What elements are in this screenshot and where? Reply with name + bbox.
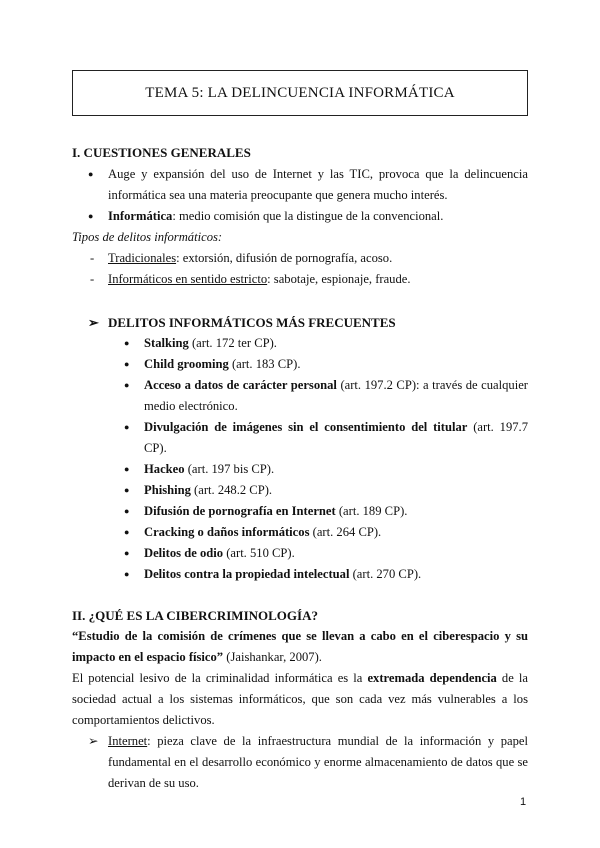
crimes-list [72,333,528,585]
crime-item [72,501,528,522]
quote-bold: “Estudio de la comisión de crímenes que se llevan a cabo en el ciberespacio y su impacto en el espacio físico” [72,629,528,664]
crime-article: (art. 270 CP). [349,567,422,581]
item-underline: Internet [108,734,148,748]
crime-article: (art. 264 CP). [309,525,382,539]
crime-article: (art. 183 CP). [228,357,301,371]
text: de la sociedad actual a los sistemas informáticos, que son cada vez más vulnerables a los comportamientos delictivos. [72,671,528,727]
crime-name: Difusión de pornografía en Internet [144,504,336,518]
paragraph [72,668,528,731]
crime-article: (art. 248.2 CP). [190,483,273,497]
quote-citation: (Jaishankar, 2007). [223,650,322,664]
crime-item [72,375,528,417]
crime-name: Delitos de odio [144,546,224,560]
crime-item [72,564,528,585]
item-text: : pieza clave de la infraestructura mundial de la información y papel fundamental en el desarrollo económico y enorme almacenamiento de datos que se derivan de su uso. [108,734,528,790]
item-underline: Informáticos en sentido estricto [108,272,268,286]
item-text: : medio comisión que la distingue de la convencional. [172,209,444,223]
item-text: : sabotaje, espionaje, fraude. [267,272,411,286]
crime-item [72,543,528,564]
subsection-heading-text: DELITOS INFORMÁTICOS MÁS FRECUENTES [108,315,396,330]
arrow-icon: ➢ [88,734,99,748]
crime-item [72,417,528,459]
section-heading-1: I. CUESTIONES GENERALES [72,145,251,160]
list-item [72,269,528,290]
crime-article: (art. 189 CP). [335,504,408,518]
crime-item [72,333,528,354]
crime-item [72,522,528,543]
crime-article: (art. 197.2 CP): a través de cualquier medio electrónico. [144,378,528,413]
list-item [72,164,528,206]
item-bold: Informática [108,209,173,223]
document-body [72,142,528,794]
text-bold: extremada dependencia [367,671,497,685]
crime-name: Hackeo [144,462,185,476]
list-item [72,248,528,269]
crime-name: Acceso a datos de carácter personal [144,378,337,392]
crime-article: (art. 197.7 CP). [144,420,528,455]
general-bullets [72,164,528,227]
crime-item [72,480,528,501]
crime-article: (art. 172 ter CP). [188,336,277,350]
crime-name: Divulgación de imágenes sin el consentimiento del titular [144,420,468,434]
definition-quote [72,626,528,668]
crime-name: Stalking [144,336,189,350]
crime-name: Cracking o daños informáticos [144,525,310,539]
section-heading-2: II. ¿QUÉ ES LA CIBERCRIMINOLOGÍA? [72,608,318,623]
crime-article: (art. 510 CP). [223,546,295,560]
crime-name: Delitos contra la propiedad intelectual [144,567,350,581]
page-title: TEMA 5: LA DELINCUENCIA INFORMÁTICA [72,70,528,116]
crime-item [72,354,528,375]
crime-item [72,459,528,480]
crime-name: Child grooming [144,357,229,371]
item-text: : extorsión, difusión de pornografía, acoso. [176,251,393,265]
list-item [72,206,528,227]
page-number: 1 [520,796,527,808]
item-text: Auge y expansión del uso de Internet y las TIC, provoca que la delincuencia informática sea una materia preocupante que genera mucho interés. [108,167,528,202]
text: El potencial lesivo de la criminalidad informática es la [72,671,368,685]
crime-article: (art. 197 bis CP). [184,462,275,476]
internet-point [72,731,528,794]
arrow-icon: ➢ [88,315,99,330]
crime-name: Phishing [144,483,191,497]
item-underline: Tradicionales [108,251,177,265]
types-list [72,248,528,290]
subsection-heading [72,312,528,333]
types-label: Tipos de delitos informáticos: [72,230,223,244]
